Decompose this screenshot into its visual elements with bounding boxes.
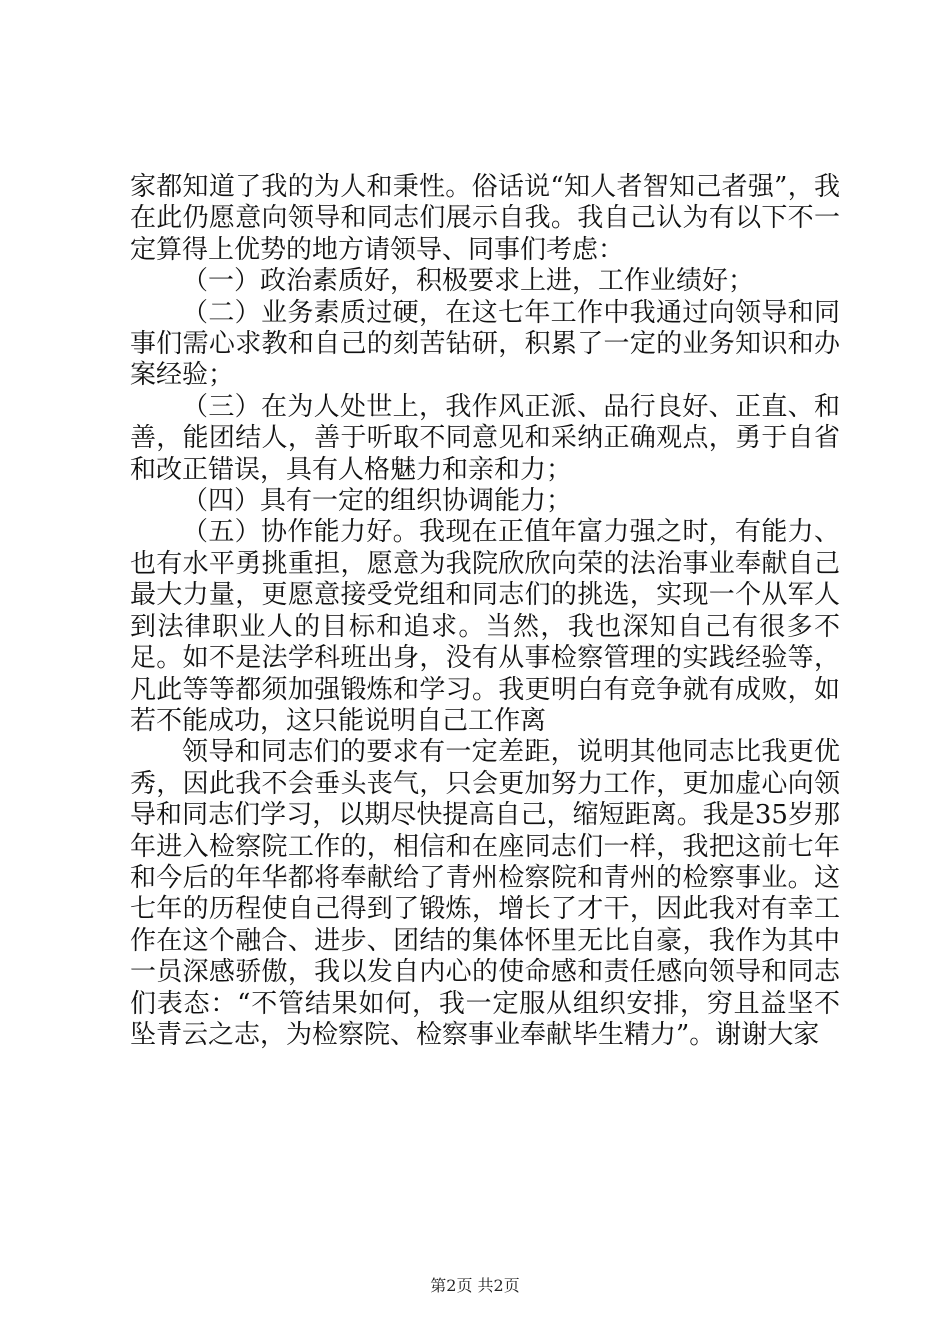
list-item-four: （四）具有一定的组织协调能力；: [182, 486, 573, 517]
page-footer: 第2页 共2页: [430, 1276, 520, 1295]
list-item-three: （三）在为人处世上，我作风正派、品行良好、正直、和善，能团结人，善于听取不同意见和采纳正确观点，勇于自省和改正错误，具有人格魅力和亲和力；: [130, 391, 840, 485]
list-item-five: （五）协作能力好。我现在正值年富力强之时，有能力、也有水平勇挑重担，愿意为我院欣欣向荣的法治事业奉献自己最大力量，更愿意接受党组和同志们的挑选，实现一个从军人到法律职业人的目标和追求。当然，我也深知自己有很多不足。如不是法学科班出身，没有从事检察管理的实践经验等，凡此等等都须加强锻炼和学习。我更明白有竞争就有成败，如若不能成功，这只能说明自己工作离: [130, 517, 840, 736]
closing-paragraph: 领导和同志们的要求有一定差距，说明其他同志比我更优秀，因此我不会垂头丧气，只会更加努力工作，更加虚心向领导和同志们学习，以期尽快提高自己，缩短距离。我是35岁那年进入检察院工作的，相信和在座同志们一样，我把这前七年和今后的年华都将奉献给了青州检察院和青州的检察事业。这七年的历程使自己得到了锻炼，增长了才干，因此我对有幸工作在这个融合、进步、团结的集体怀里无比自豪，我作为其中一员深感骄傲，我以发自内心的使命感和责任感向领导和同志们表态：“不管结果如何，我一定服从组织安排，穷且益坚不坠青云之志，为检察院、检察事业奉献毕生精力”。谢谢大家: [130, 737, 840, 1050]
paragraph: 家都知道了我的为人和秉性。俗话说“知人者智知己者强”，我在此仍愿意向领导和同志们展示自我。我自己认为有以下不一定算得上优势的地方请领导、同事们考虑：: [130, 172, 840, 265]
document-body: [130, 172, 840, 1051]
list-item-one: （一）政治素质好，积极要求上进，工作业绩好；: [182, 266, 755, 297]
list-item-two: （二）业务素质过硬，在这七年工作中我通过向领导和同事们需心求教和自己的刻苦钻研，积累了一定的业务知识和办案经验；: [130, 297, 840, 391]
